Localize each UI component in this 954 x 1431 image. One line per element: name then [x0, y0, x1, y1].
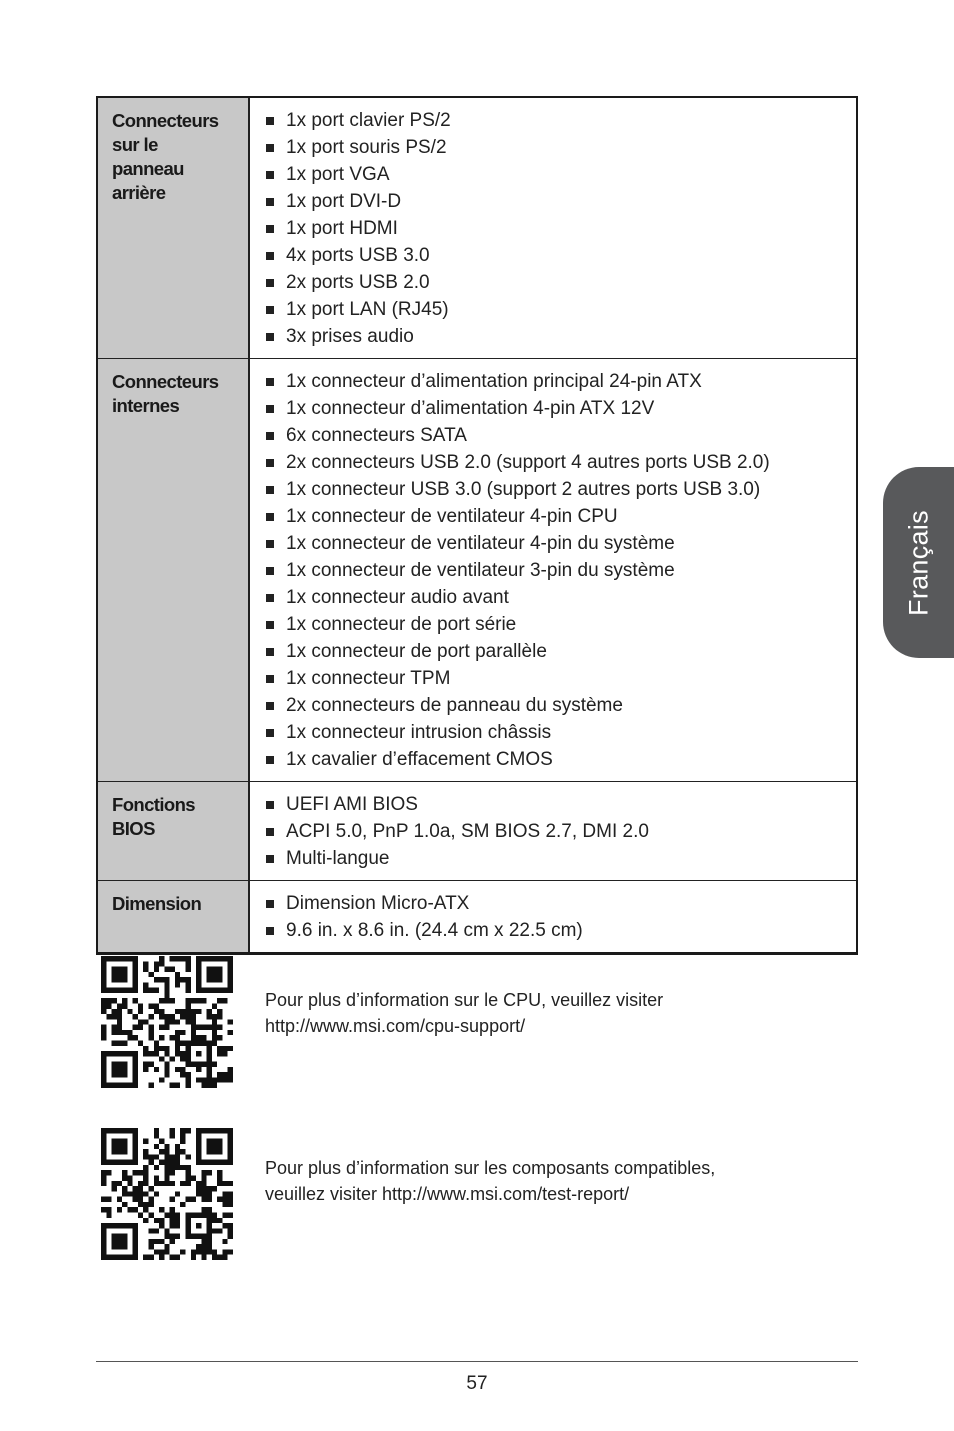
spec-item	[266, 503, 846, 530]
spec-item	[266, 638, 846, 665]
spec-item	[266, 692, 846, 719]
square-bullet-icon	[266, 486, 274, 494]
spec-item-list	[266, 368, 846, 773]
spec-item	[266, 791, 846, 818]
spec-item	[266, 719, 846, 746]
square-bullet-icon	[266, 567, 274, 575]
spec-item-text: 1x cavalier d’effacement CMOS	[286, 749, 553, 770]
square-bullet-icon	[266, 648, 274, 656]
spec-item	[266, 395, 846, 422]
spec-item	[266, 215, 846, 242]
square-bullet-icon	[266, 756, 274, 764]
square-bullet-icon	[266, 144, 274, 152]
spec-item	[266, 296, 846, 323]
square-bullet-icon	[266, 333, 274, 341]
test-report-info	[265, 1155, 715, 1207]
square-bullet-icon	[266, 279, 274, 287]
spec-row	[98, 881, 856, 952]
spec-values	[250, 359, 856, 781]
spec-row	[98, 98, 856, 359]
footer-divider	[96, 1361, 858, 1362]
spec-item-text: 1x port LAN (RJ45)	[286, 299, 449, 320]
spec-item	[266, 188, 846, 215]
test-report-text: Pour plus d’information sur les composants compatibles,	[265, 1158, 716, 1178]
spec-item-text: 1x connecteur d’alimentation principal 24-pin ATX	[286, 371, 702, 392]
spec-item	[266, 422, 846, 449]
spec-item-text: 1x connecteur d’alimentation 4-pin ATX 12V	[286, 398, 655, 419]
square-bullet-icon	[266, 927, 274, 935]
spec-item-text: 1x connecteur de port série	[286, 614, 517, 635]
spec-item	[266, 269, 846, 296]
spec-item	[266, 611, 846, 638]
square-bullet-icon	[266, 405, 274, 413]
spec-item	[266, 584, 846, 611]
spec-item-text: 1x port clavier PS/2	[286, 110, 451, 131]
spec-item	[266, 161, 846, 188]
spec-values	[250, 881, 856, 952]
square-bullet-icon	[266, 225, 274, 233]
square-bullet-icon	[266, 540, 274, 548]
spec-item-text: 4x ports USB 3.0	[286, 245, 430, 266]
spec-item-text: ACPI 5.0, PnP 1.0a, SM BIOS 2.7, DMI 2.0	[286, 821, 649, 842]
spec-item-text: 2x connecteurs USB 2.0 (support 4 autres ports USB 2.0)	[286, 452, 770, 473]
square-bullet-icon	[266, 702, 274, 710]
square-bullet-icon	[266, 459, 274, 467]
spec-label: Fonctions BIOS	[98, 782, 250, 880]
test-report-link[interactable]: veuillez visiter http://www.msi.com/test-report/	[265, 1184, 630, 1204]
spec-item-text: 1x connecteur de ventilateur 4-pin du système	[286, 533, 675, 554]
square-bullet-icon	[266, 621, 274, 629]
spec-item-text: 1x connecteur de ventilateur 4-pin CPU	[286, 506, 618, 527]
spec-item	[266, 845, 846, 872]
spec-values	[250, 98, 856, 358]
language-tab-label: Français	[903, 509, 933, 616]
spec-item-list	[266, 791, 846, 872]
spec-row	[98, 782, 856, 881]
spec-label: Dimension	[98, 881, 250, 952]
square-bullet-icon	[266, 729, 274, 737]
spec-row	[98, 359, 856, 782]
spec-item-text: 1x connecteur intrusion châssis	[286, 722, 552, 743]
square-bullet-icon	[266, 828, 274, 836]
square-bullet-icon	[266, 252, 274, 260]
square-bullet-icon	[266, 117, 274, 125]
cpu-support-info	[265, 987, 663, 1039]
square-bullet-icon	[266, 171, 274, 179]
spec-item-text: 2x connecteurs de panneau du système	[286, 695, 623, 716]
square-bullet-icon	[266, 855, 274, 863]
square-bullet-icon	[266, 513, 274, 521]
cpu-support-link[interactable]: http://www.msi.com/cpu-support/	[265, 1016, 526, 1036]
spec-item	[266, 323, 846, 350]
square-bullet-icon	[266, 378, 274, 386]
spec-label: Connecteurs sur le panneau arrière	[98, 98, 250, 358]
spec-item-text: 1x port VGA	[286, 164, 390, 185]
qr-code-cpu-support	[101, 956, 233, 1088]
spec-item-text: Dimension Micro-ATX	[286, 893, 470, 914]
square-bullet-icon	[266, 900, 274, 908]
spec-item-text: 1x connecteur audio avant	[286, 587, 509, 608]
spec-item-text: 1x connecteur de ventilateur 3-pin du système	[286, 560, 675, 581]
spec-values	[250, 782, 856, 880]
spec-item	[266, 557, 846, 584]
spec-item-text: 1x port DVI-D	[286, 191, 402, 212]
spec-item	[266, 476, 846, 503]
spec-item-text: 9.6 in. x 8.6 in. (24.4 cm x 22.5 cm)	[286, 920, 583, 941]
spec-item-text: 2x ports USB 2.0	[286, 272, 430, 293]
spec-label: Connecteurs internes	[98, 359, 250, 781]
spec-item	[266, 917, 846, 944]
spec-item-text: 1x connecteur TPM	[286, 668, 451, 689]
spec-item-text: 3x prises audio	[286, 326, 414, 347]
spec-item	[266, 746, 846, 773]
spec-table	[96, 96, 858, 955]
spec-item-list	[266, 107, 846, 350]
qr-code-test-report	[101, 1128, 233, 1260]
spec-item-text: UEFI AMI BIOS	[286, 794, 418, 815]
square-bullet-icon	[266, 198, 274, 206]
spec-item	[266, 665, 846, 692]
spec-item	[266, 107, 846, 134]
spec-item-text: 1x port HDMI	[286, 218, 398, 239]
spec-item	[266, 134, 846, 161]
square-bullet-icon	[266, 675, 274, 683]
page-number: 57	[466, 1373, 488, 1394]
spec-item-text: 1x connecteur USB 3.0 (support 2 autres ports USB 3.0)	[286, 479, 761, 500]
square-bullet-icon	[266, 432, 274, 440]
spec-item	[266, 242, 846, 269]
cpu-support-text: Pour plus d’information sur le CPU, veuillez visiter	[265, 990, 664, 1010]
spec-item	[266, 818, 846, 845]
spec-item	[266, 449, 846, 476]
spec-item-text: 6x connecteurs SATA	[286, 425, 467, 446]
square-bullet-icon	[266, 801, 274, 809]
spec-item	[266, 530, 846, 557]
spec-item	[266, 890, 846, 917]
square-bullet-icon	[266, 306, 274, 314]
spec-item	[266, 368, 846, 395]
spec-item-list	[266, 890, 846, 944]
language-tab	[883, 467, 954, 658]
square-bullet-icon	[266, 594, 274, 602]
spec-item-text: 1x connecteur de port parallèle	[286, 641, 547, 662]
spec-item-text: 1x port souris PS/2	[286, 137, 447, 158]
spec-item-text: Multi-langue	[286, 848, 390, 869]
